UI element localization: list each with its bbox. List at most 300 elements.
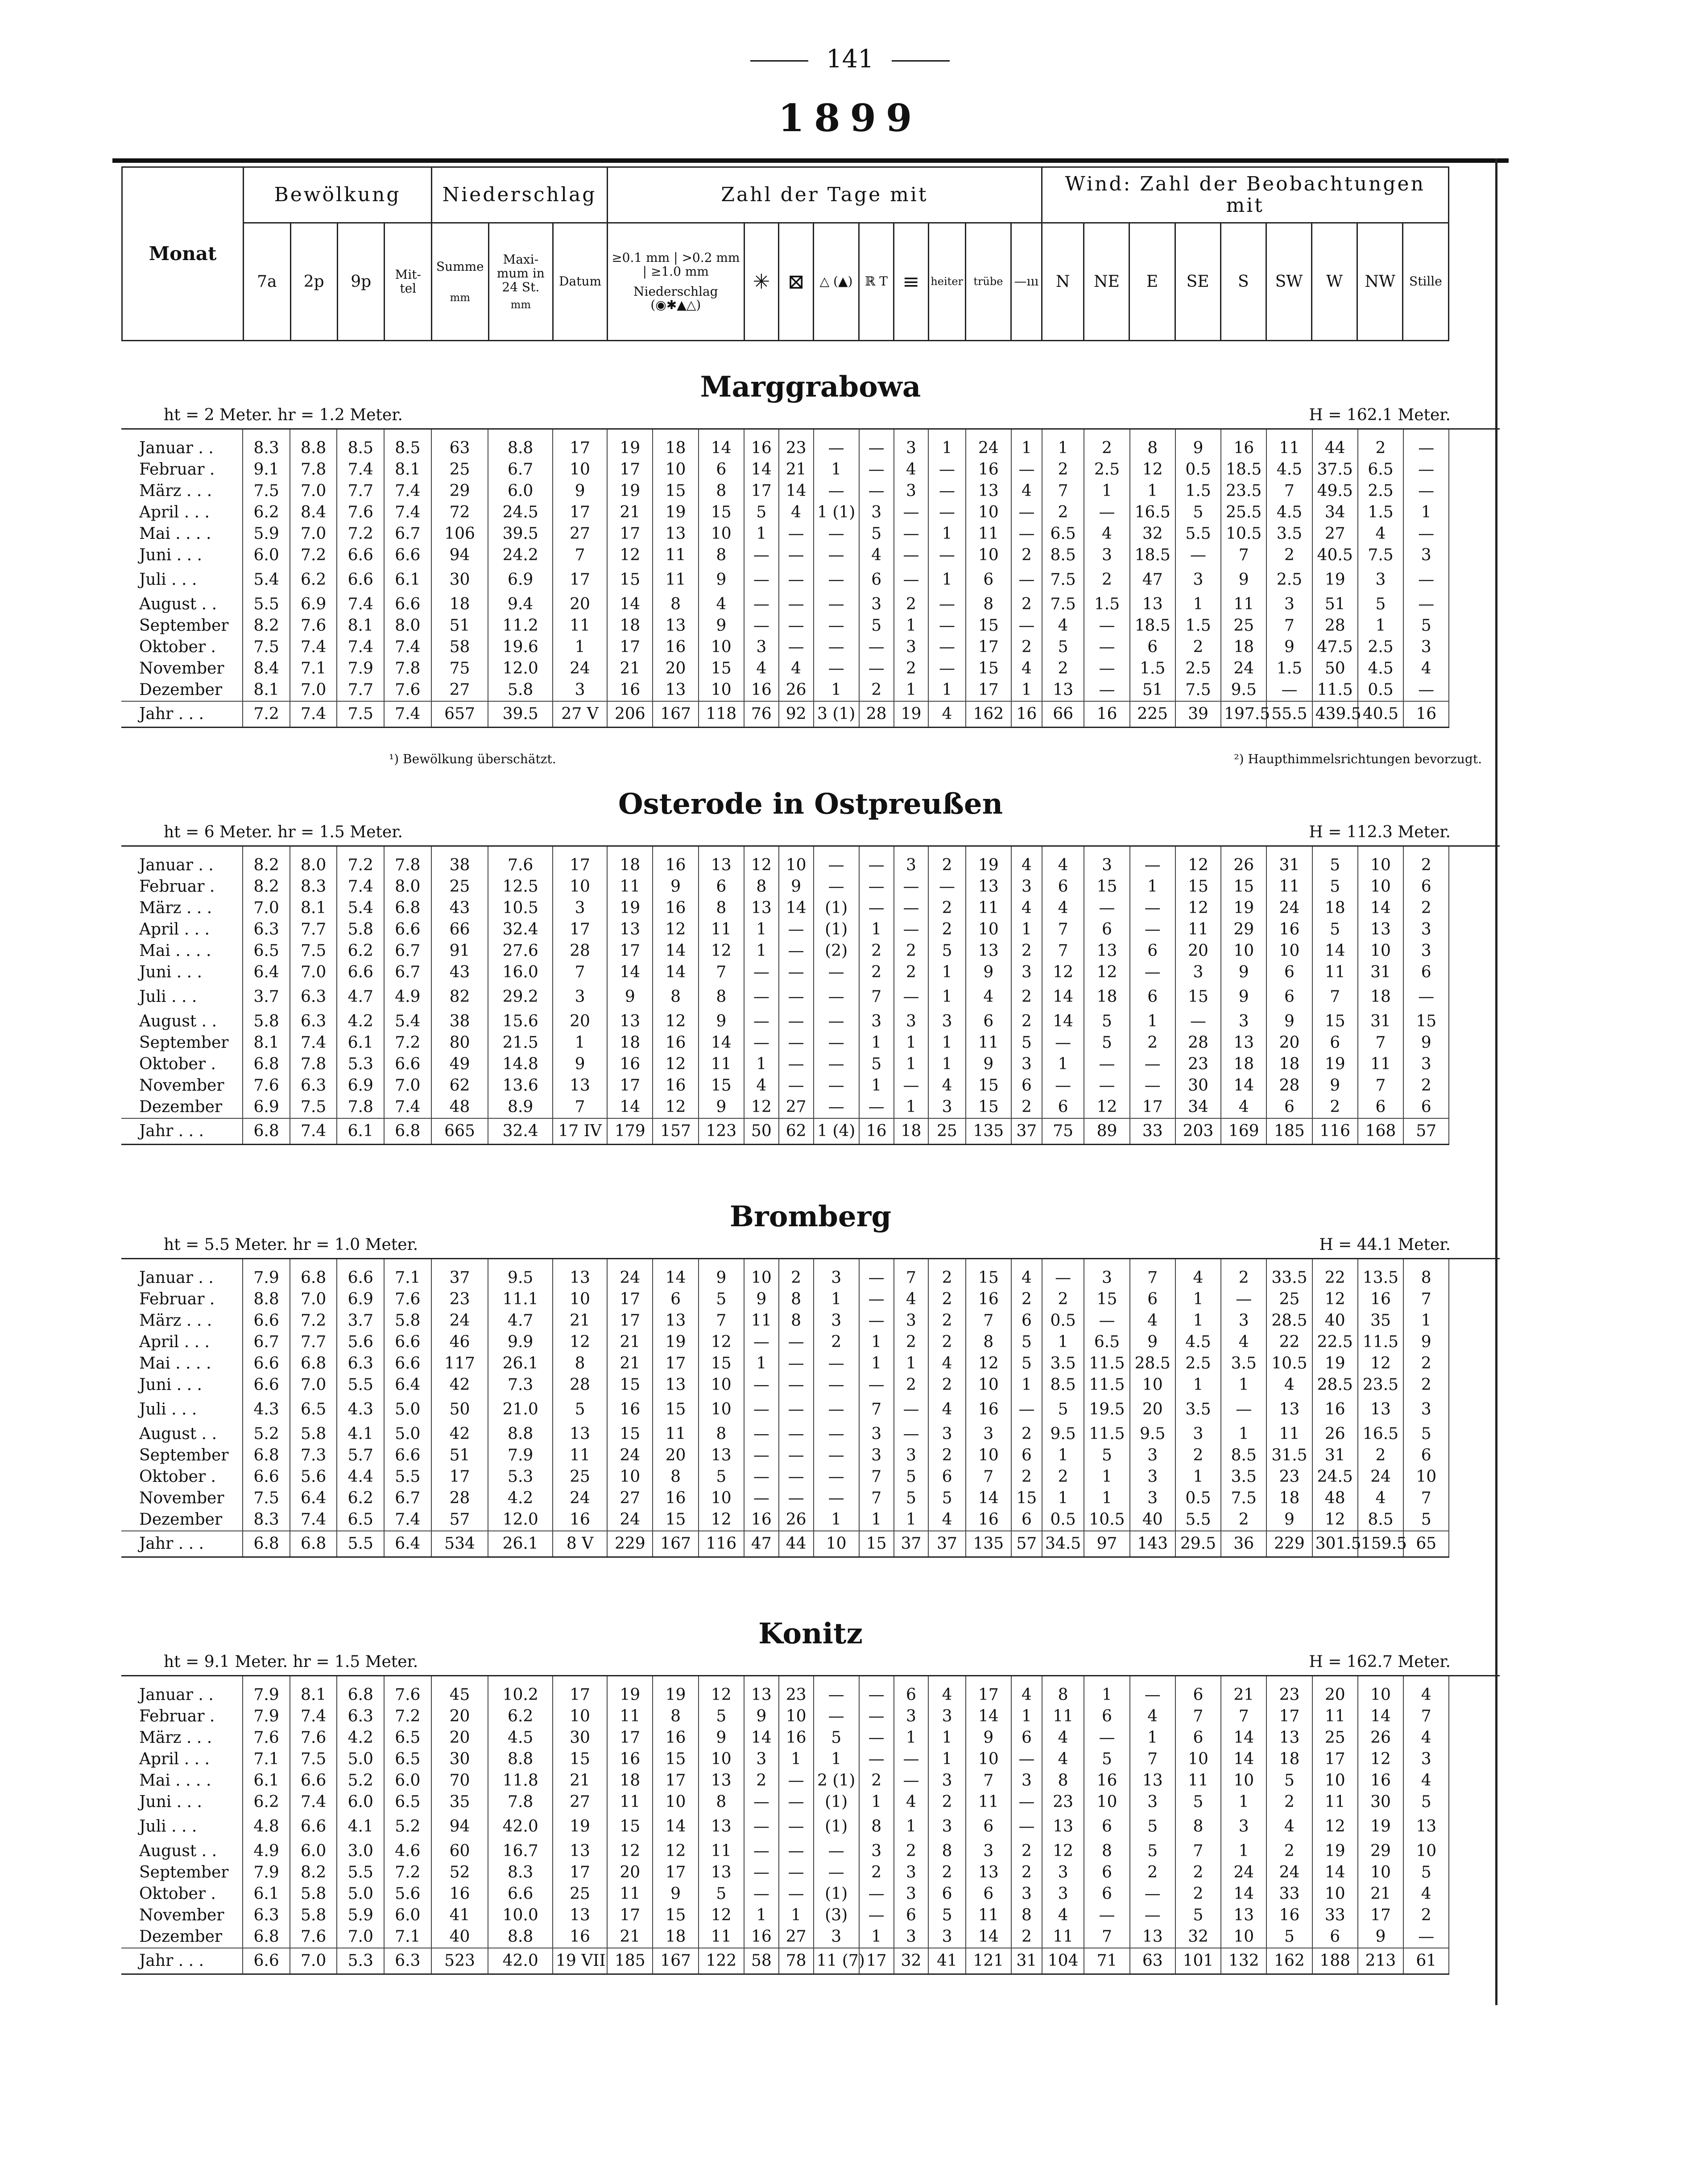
data-cell: 16 <box>859 1118 894 1145</box>
data-cell: 5 <box>1011 1332 1042 1353</box>
data-cell: 10.5 <box>1221 523 1266 545</box>
data-cell: 29 <box>431 480 488 502</box>
data-cell: 19 <box>1312 1841 1358 1862</box>
data-cell: 1 <box>894 1032 929 1054</box>
data-cell: 24 <box>553 1488 607 1509</box>
data-cell: 6 <box>1175 1676 1221 1706</box>
data-cell: — <box>814 637 859 658</box>
data-cell: 7.6 <box>290 1926 337 1948</box>
data-cell: — <box>779 1813 814 1841</box>
data-cell: 2 <box>1266 1841 1312 1862</box>
data-cell: 4 <box>779 658 814 679</box>
data-cell: — <box>814 1054 859 1075</box>
data-cell: 2 <box>1011 637 1042 658</box>
data-cell: 8.1 <box>290 898 337 919</box>
data-cell: 1 <box>859 919 894 940</box>
data-cell: 80 <box>431 1032 488 1054</box>
data-cell: 121 <box>966 1948 1011 1974</box>
data-cell: — <box>814 1096 859 1118</box>
data-cell: 1 <box>859 1791 894 1813</box>
data-cell: 4 <box>699 594 744 615</box>
data-cell: 16.5 <box>1130 502 1175 523</box>
data-cell: — <box>779 940 814 962</box>
data-cell: 0.5 <box>1042 1310 1084 1332</box>
data-cell: 7 <box>1130 1259 1175 1289</box>
data-cell: 117 <box>431 1353 488 1374</box>
data-cell: 18 <box>653 1926 698 1948</box>
data-cell: 135 <box>966 1118 1011 1145</box>
data-cell: — <box>779 983 814 1011</box>
data-cell: 9 <box>699 1011 744 1032</box>
data-cell: 3 <box>894 1445 929 1466</box>
data-cell: 11 <box>966 1791 1011 1813</box>
data-cell: 11 <box>653 1423 698 1445</box>
data-cell: 7 <box>1221 545 1266 566</box>
data-cell: 45 <box>431 1676 488 1706</box>
data-cell: 66 <box>1042 701 1084 728</box>
data-cell: 6.5 <box>243 940 290 962</box>
data-cell: 39 <box>1175 701 1221 728</box>
data-cell: 6.4 <box>384 1374 431 1396</box>
data-cell: 14 <box>699 429 744 459</box>
data-cell: 62 <box>431 1075 488 1096</box>
data-cell: 6.3 <box>243 1905 290 1926</box>
data-cell: 203 <box>1175 1118 1221 1145</box>
data-cell: — <box>779 1862 814 1883</box>
data-cell: 24 <box>1221 658 1266 679</box>
data-cell: 7.5 <box>1358 545 1403 566</box>
station-name: Bromberg <box>729 1200 892 1233</box>
data-cell: 7.4 <box>290 1118 337 1145</box>
month-label: Juni . . . <box>121 1374 243 1396</box>
data-cell: 13 <box>1266 1396 1312 1423</box>
data-cell: 15 <box>607 1423 653 1445</box>
data-cell: 1 <box>744 1905 779 1926</box>
data-cell: 6 <box>1011 1445 1042 1466</box>
data-cell: 162 <box>966 701 1011 728</box>
month-label: September <box>121 1032 243 1054</box>
data-cell: 523 <box>431 1948 488 1974</box>
data-cell: 20 <box>553 594 607 615</box>
data-cell: 2 <box>928 1374 965 1396</box>
data-cell: 10.5 <box>1084 1509 1129 1531</box>
month-row <box>121 962 1500 983</box>
data-cell: 5.6 <box>290 1466 337 1488</box>
data-cell: 52 <box>431 1862 488 1883</box>
data-cell: 1 <box>814 679 859 701</box>
data-cell: 6.7 <box>384 1488 431 1509</box>
month-label: Jahr . . . <box>121 1118 243 1145</box>
data-cell: 2 <box>894 940 929 962</box>
data-cell: 39.5 <box>488 701 552 728</box>
data-cell: 7 <box>553 962 607 983</box>
data-cell: 7.1 <box>384 1926 431 1948</box>
data-cell: 9 <box>1175 429 1221 459</box>
data-cell: 11 <box>1312 1706 1358 1727</box>
tage-niederschlag-label: Niederschlag (◉✱▲△) <box>633 284 718 313</box>
data-cell: 3 <box>553 983 607 1011</box>
data-cell: 2 <box>1084 566 1129 594</box>
data-cell: 6.9 <box>488 566 552 594</box>
data-cell: 2 <box>1266 1791 1312 1813</box>
data-cell: 7 <box>1358 1032 1403 1054</box>
data-cell: 1 <box>894 1054 929 1075</box>
data-cell: 2 <box>928 1259 965 1289</box>
data-cell: 1 <box>814 1509 859 1531</box>
station-data-table <box>121 428 1500 728</box>
wind-col-stille: Stille <box>1403 223 1448 341</box>
data-cell: 23 <box>1175 1054 1221 1075</box>
data-cell: 7 <box>1266 615 1312 637</box>
data-cell: 10 <box>779 846 814 877</box>
data-cell: 3 <box>1175 1423 1221 1445</box>
data-cell: 9 <box>653 876 698 898</box>
data-cell: 19 <box>607 429 653 459</box>
data-cell: 70 <box>431 1770 488 1791</box>
data-cell: 8 <box>699 1791 744 1813</box>
data-cell: 1 <box>928 523 965 545</box>
data-cell: 11 <box>553 615 607 637</box>
data-cell: 4.7 <box>488 1310 552 1332</box>
data-cell: 6.6 <box>243 1948 290 1974</box>
data-cell: — <box>744 1423 779 1445</box>
data-cell: 5.4 <box>384 1011 431 1032</box>
data-cell: — <box>744 1841 779 1862</box>
data-cell: 9 <box>653 1883 698 1905</box>
data-cell: 4 <box>859 545 894 566</box>
data-cell: 31.5 <box>1266 1445 1312 1466</box>
data-cell: 12.0 <box>488 658 552 679</box>
data-cell: 21 <box>607 1926 653 1948</box>
data-cell: 14 <box>779 480 814 502</box>
data-cell: 33 <box>1266 1883 1312 1905</box>
data-cell: — <box>1175 1011 1221 1032</box>
data-cell: 18 <box>1221 637 1266 658</box>
data-cell: 61 <box>1403 1948 1449 1974</box>
data-cell: — <box>814 846 859 877</box>
data-cell: 13 <box>1221 1905 1266 1926</box>
data-cell: 7.4 <box>384 1096 431 1118</box>
data-cell: 25 <box>928 1118 965 1145</box>
data-cell: 55.5 <box>1266 701 1312 728</box>
data-cell: 3.7 <box>337 1310 384 1332</box>
data-cell: 16 <box>744 679 779 701</box>
data-cell: 7.0 <box>384 1075 431 1096</box>
data-cell: 31 <box>1358 962 1403 983</box>
data-cell: 8 <box>1042 1770 1084 1791</box>
month-label: Januar . . <box>121 846 243 877</box>
data-cell: 2 <box>1175 637 1221 658</box>
data-cell: 11 <box>1358 1054 1403 1075</box>
data-cell: 6.6 <box>337 545 384 566</box>
data-cell: — <box>744 1032 779 1054</box>
data-cell: 159.5 <box>1358 1531 1403 1557</box>
data-cell: 13 <box>653 679 698 701</box>
data-cell: 12 <box>653 1054 698 1075</box>
data-cell: 36 <box>1221 1531 1266 1557</box>
data-cell: 76 <box>744 701 779 728</box>
data-cell: 7 <box>1358 1075 1403 1096</box>
data-cell: 42 <box>431 1423 488 1445</box>
data-cell: 12 <box>744 846 779 877</box>
data-cell: 3 <box>1175 566 1221 594</box>
data-cell: 40.5 <box>1312 545 1358 566</box>
data-cell: 6 <box>1130 637 1175 658</box>
data-cell: 6 <box>1358 1096 1403 1118</box>
data-cell: 7.5 <box>290 1749 337 1770</box>
data-cell: 168 <box>1358 1118 1403 1145</box>
data-cell: 26 <box>1358 1727 1403 1749</box>
data-cell: 6.5 <box>384 1749 431 1770</box>
data-cell: 16 <box>653 898 698 919</box>
data-cell: 50 <box>1312 658 1358 679</box>
data-cell: 4.8 <box>243 1813 290 1841</box>
data-cell: 33 <box>1130 1118 1175 1145</box>
data-cell: 10 <box>699 1396 744 1423</box>
data-cell: 5.3 <box>337 1948 384 1974</box>
station-name: Osterode in Ostpreußen <box>618 787 1003 821</box>
data-cell: 3.5 <box>1221 1353 1266 1374</box>
data-cell: 1 <box>814 1749 859 1770</box>
data-cell: 157 <box>653 1118 698 1145</box>
data-cell: 27 V <box>553 701 607 728</box>
data-cell: 24 <box>607 1509 653 1531</box>
data-cell: — <box>744 594 779 615</box>
data-cell: 27 <box>431 679 488 701</box>
month-label: Oktober . <box>121 1883 243 1905</box>
data-cell: 2 <box>859 940 894 962</box>
data-cell: — <box>779 1423 814 1445</box>
data-cell: 32 <box>894 1948 929 1974</box>
data-cell: 6.2 <box>337 940 384 962</box>
data-cell: 14 <box>607 594 653 615</box>
data-cell: 5 <box>699 1883 744 1905</box>
data-cell: 9 <box>744 1289 779 1310</box>
data-cell: 75 <box>431 658 488 679</box>
data-cell: 24.2 <box>488 545 552 566</box>
data-cell: 5 <box>814 1727 859 1749</box>
data-cell: — <box>744 1791 779 1813</box>
data-cell: 5 <box>1266 1770 1312 1791</box>
data-cell: 23 <box>1266 1466 1312 1488</box>
data-cell: 3 <box>1403 919 1449 940</box>
data-cell: 16.0 <box>488 962 552 983</box>
month-label: November <box>121 658 243 679</box>
data-cell: 11 <box>607 876 653 898</box>
data-cell: — <box>779 1396 814 1423</box>
data-cell: — <box>814 1032 859 1054</box>
data-cell: 51 <box>431 1445 488 1466</box>
year-total-row <box>121 701 1500 728</box>
data-cell: 5 <box>1403 1509 1449 1531</box>
data-cell: 1 <box>894 1096 929 1118</box>
data-cell: 8.1 <box>337 615 384 637</box>
data-cell: 11 <box>607 1706 653 1727</box>
data-cell: 13 <box>1130 1770 1175 1791</box>
data-cell: 23 <box>431 1289 488 1310</box>
data-cell: 7.4 <box>290 637 337 658</box>
data-cell: 6.3 <box>337 1353 384 1374</box>
data-cell: 5.6 <box>384 1883 431 1905</box>
data-cell: 6.6 <box>384 1353 431 1374</box>
data-cell: 1 <box>1011 1374 1042 1396</box>
data-cell: 16 <box>744 1926 779 1948</box>
data-cell: 7.5 <box>290 940 337 962</box>
data-cell: 33 <box>1312 1905 1358 1926</box>
data-cell: 3 <box>744 637 779 658</box>
data-cell: 7 <box>1175 1841 1221 1862</box>
data-cell: 58 <box>431 637 488 658</box>
data-cell: 8.8 <box>488 1423 552 1445</box>
data-cell: 28.5 <box>1266 1310 1312 1332</box>
data-cell: 1 <box>894 1727 929 1749</box>
data-cell: — <box>1011 1749 1042 1770</box>
data-cell: 17 <box>607 1905 653 1926</box>
data-cell: — <box>779 523 814 545</box>
data-cell: 6.7 <box>243 1332 290 1353</box>
data-cell: 10 <box>1312 1883 1358 1905</box>
data-cell: 11 <box>1266 429 1312 459</box>
data-cell: 11.5 <box>1084 1423 1129 1445</box>
data-cell: 16 <box>653 1727 698 1749</box>
data-cell: 17 <box>744 480 779 502</box>
data-cell: — <box>1403 459 1449 480</box>
data-cell: 8 <box>1011 1905 1042 1926</box>
station-elevation: H = 112.3 Meter. <box>1309 823 1451 841</box>
data-cell: 3 <box>1011 962 1042 983</box>
month-label: September <box>121 1445 243 1466</box>
month-label: Juli . . . <box>121 1813 243 1841</box>
data-cell: 0.5 <box>1042 1509 1084 1531</box>
data-cell: 6.6 <box>488 1883 552 1905</box>
data-cell: 17 <box>859 1948 894 1974</box>
data-cell: 3 <box>859 1011 894 1032</box>
data-cell: 10 <box>1403 1466 1449 1488</box>
data-cell: 31 <box>1266 846 1312 877</box>
data-cell: 6 <box>1403 1445 1449 1466</box>
data-cell: 3 <box>744 1749 779 1770</box>
data-cell: 6.4 <box>290 1488 337 1509</box>
data-cell: — <box>1011 1813 1042 1841</box>
data-cell: 7.3 <box>290 1445 337 1466</box>
data-cell: 15 <box>699 1353 744 1374</box>
data-cell: 1.5 <box>1084 594 1129 615</box>
data-cell: 7.5 <box>243 637 290 658</box>
data-cell: 13 <box>553 1423 607 1445</box>
month-label: August . . <box>121 1423 243 1445</box>
month-row <box>121 1374 1500 1396</box>
data-cell: 27.6 <box>488 940 552 962</box>
data-cell: 7.5 <box>243 480 290 502</box>
data-cell: 18 <box>1358 983 1403 1011</box>
data-cell: 13 <box>699 1445 744 1466</box>
data-cell: 2 <box>1175 1883 1221 1905</box>
data-cell: 1 <box>779 1905 814 1926</box>
data-cell: — <box>814 1841 859 1862</box>
data-cell: 46 <box>431 1332 488 1353</box>
data-cell: 21 <box>1221 1676 1266 1706</box>
data-cell: 19 <box>553 1813 607 1841</box>
data-cell: 9 <box>1221 962 1266 983</box>
data-cell: 6.6 <box>384 1445 431 1466</box>
year-total-row <box>121 1531 1500 1557</box>
data-cell: — <box>814 429 859 459</box>
month-row <box>121 637 1500 658</box>
month-label: Dezember <box>121 1096 243 1118</box>
data-cell: 18.5 <box>1221 459 1266 480</box>
data-cell: 6 <box>1312 1032 1358 1054</box>
data-cell: 7.9 <box>337 658 384 679</box>
data-cell: 20 <box>653 658 698 679</box>
data-cell: 3.5 <box>1266 523 1312 545</box>
data-cell: 123 <box>699 1118 744 1145</box>
data-cell: — <box>859 1374 894 1396</box>
data-cell: — <box>744 1813 779 1841</box>
month-label: Dezember <box>121 1509 243 1531</box>
data-cell: — <box>779 1054 814 1075</box>
data-cell: 11 <box>1175 919 1221 940</box>
month-label: Jahr . . . <box>121 701 243 728</box>
data-cell: 16 <box>653 846 698 877</box>
data-cell: 17 IV <box>553 1118 607 1145</box>
data-cell: 19 <box>653 502 698 523</box>
data-cell: 2 <box>1221 1509 1266 1531</box>
data-cell: 9 <box>1358 1926 1403 1948</box>
data-cell: 8 <box>744 876 779 898</box>
data-cell: 14 <box>607 1096 653 1118</box>
data-cell: 3 <box>928 1706 965 1727</box>
data-cell: 8.1 <box>384 459 431 480</box>
data-cell: 2 <box>928 1310 965 1332</box>
data-cell: 7.5 <box>337 701 384 728</box>
data-cell: 25.5 <box>1221 502 1266 523</box>
data-cell: — <box>814 1075 859 1096</box>
data-cell: 6 <box>653 1289 698 1310</box>
data-cell: 6.6 <box>243 1466 290 1488</box>
data-cell: 179 <box>607 1118 653 1145</box>
data-cell: 3 <box>1011 1770 1042 1791</box>
data-cell: 17 <box>653 1770 698 1791</box>
data-cell: 6 <box>894 1905 929 1926</box>
data-cell: 10 <box>607 1466 653 1488</box>
data-cell: 3 <box>894 1883 929 1905</box>
data-cell: 30 <box>1175 1075 1221 1096</box>
data-cell: 7 <box>859 983 894 1011</box>
data-cell: — <box>1130 898 1175 919</box>
data-cell: 3 <box>1084 545 1129 566</box>
data-cell: 7.4 <box>290 1706 337 1727</box>
data-cell: 10 <box>779 1706 814 1727</box>
data-cell: 7 <box>1175 1706 1221 1727</box>
data-cell: 6 <box>1084 919 1129 940</box>
data-cell: 17 <box>1266 1706 1312 1727</box>
data-cell: — <box>779 1075 814 1096</box>
data-cell: — <box>1403 523 1449 545</box>
data-cell: 4 <box>1403 1770 1449 1791</box>
data-cell: 8 <box>1403 1259 1449 1289</box>
data-cell: 1.5 <box>1266 658 1312 679</box>
data-cell: 7.4 <box>290 1791 337 1813</box>
data-cell: 6.6 <box>384 594 431 615</box>
data-cell: 1 <box>859 1032 894 1054</box>
data-cell: 24 <box>553 658 607 679</box>
station-instrument-heights: ht = 2 Meter. hr = 1.2 Meter. <box>164 406 403 424</box>
data-cell: 8.3 <box>243 429 290 459</box>
data-cell: 2 <box>1042 1466 1084 1488</box>
data-cell: 94 <box>431 545 488 566</box>
month-label: Juni . . . <box>121 1791 243 1813</box>
data-cell: 37.5 <box>1312 459 1358 480</box>
